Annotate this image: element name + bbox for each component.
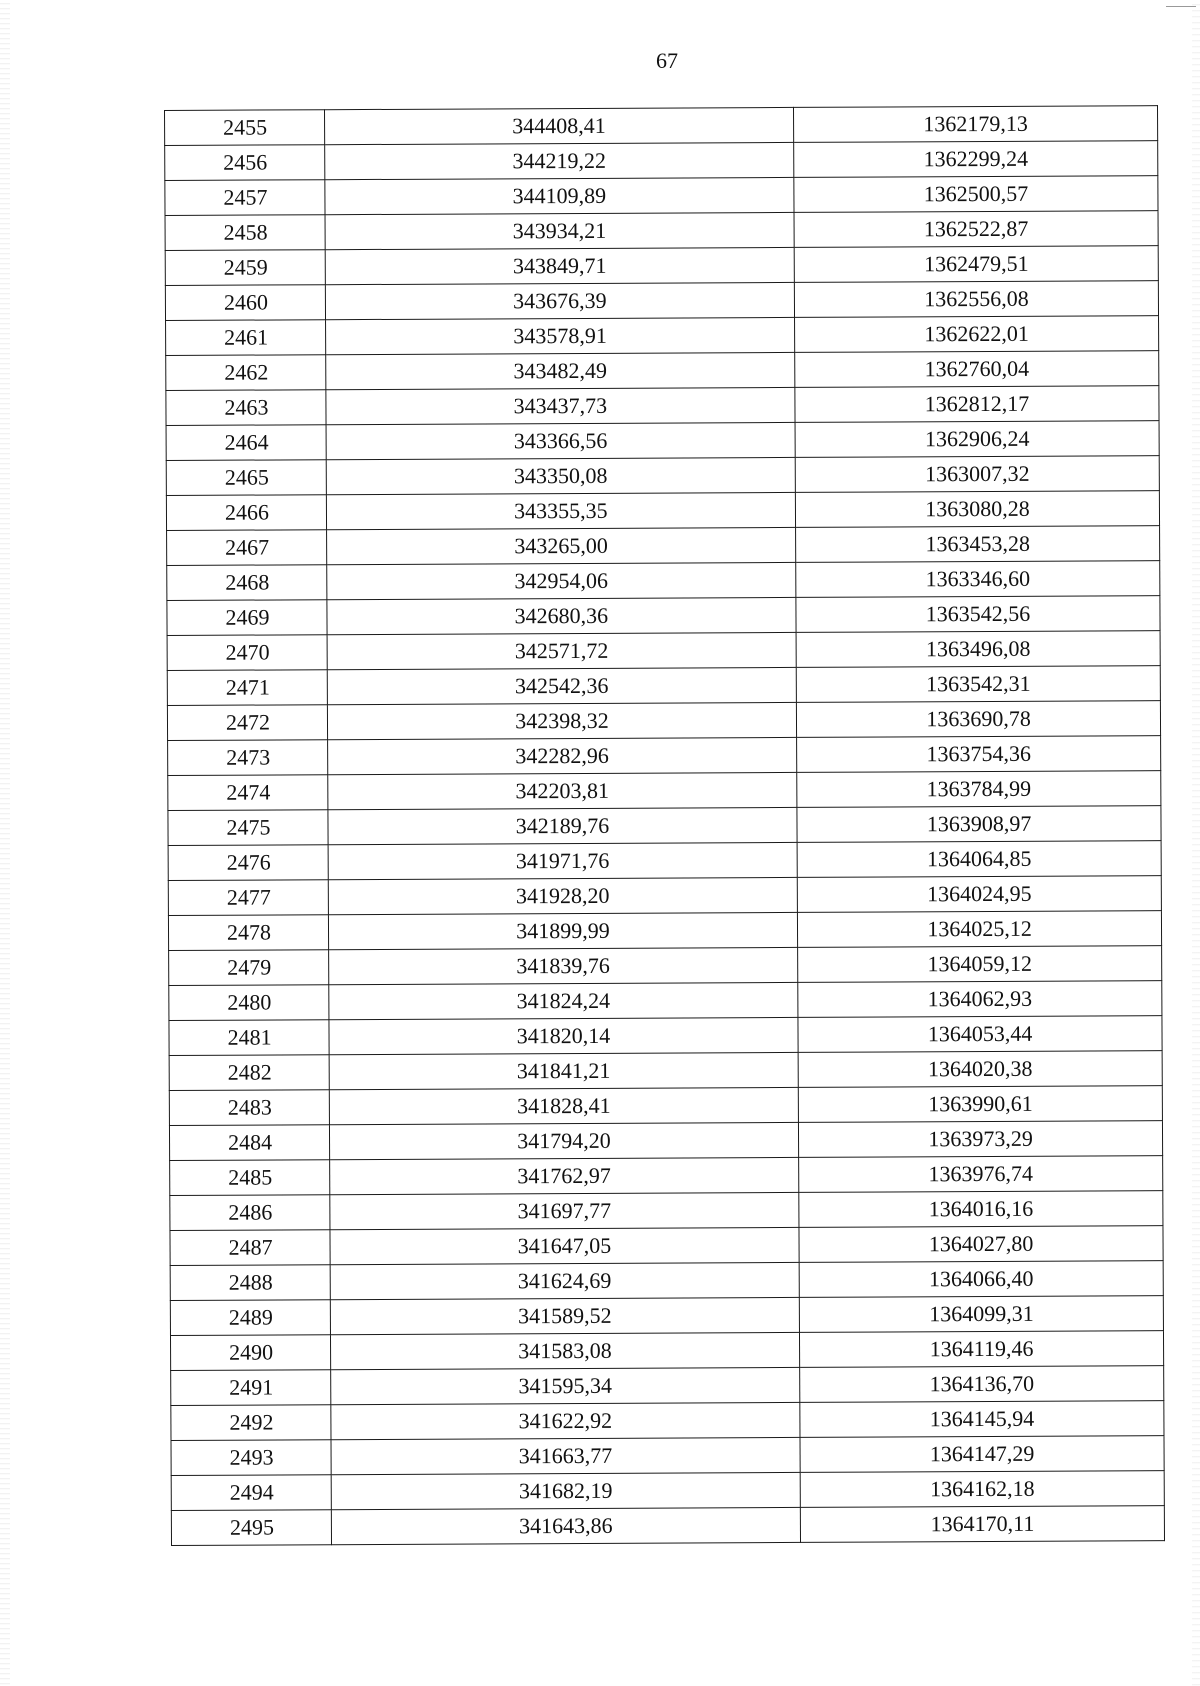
y-coordinate-cell: 1364119,46 xyxy=(800,1331,1164,1368)
y-coordinate-cell: 1364136,70 xyxy=(800,1366,1164,1403)
point-number-cell: 2489 xyxy=(170,1300,330,1336)
table-row xyxy=(170,1226,1163,1266)
table-row xyxy=(165,176,1158,216)
y-coordinate-cell: 1362179,13 xyxy=(794,106,1158,143)
table-row xyxy=(171,1366,1164,1406)
y-coordinate-cell: 1362522,87 xyxy=(794,211,1158,248)
table-row xyxy=(166,351,1159,391)
x-coordinate-cell: 343265,00 xyxy=(326,527,796,564)
x-coordinate-cell: 344109,89 xyxy=(325,177,795,214)
table-row xyxy=(168,771,1161,811)
coordinates-table xyxy=(164,105,1165,1546)
table-row xyxy=(169,981,1162,1021)
x-coordinate-cell: 341595,34 xyxy=(330,1367,800,1404)
y-coordinate-cell: 1363976,74 xyxy=(799,1156,1163,1193)
table-row xyxy=(165,211,1158,251)
point-number-cell: 2480 xyxy=(169,985,329,1021)
point-number-cell: 2467 xyxy=(167,530,327,566)
y-coordinate-cell: 1363754,36 xyxy=(797,736,1161,773)
y-coordinate-cell: 1364053,44 xyxy=(798,1016,1162,1053)
x-coordinate-cell: 341622,92 xyxy=(331,1402,801,1439)
table-row xyxy=(168,876,1161,916)
point-number-cell: 2487 xyxy=(170,1230,330,1266)
y-coordinate-cell: 1363908,97 xyxy=(797,806,1161,843)
x-coordinate-cell: 341682,19 xyxy=(331,1472,801,1509)
x-coordinate-cell: 341663,77 xyxy=(331,1437,801,1474)
table-row xyxy=(168,806,1161,846)
x-coordinate-cell: 341589,52 xyxy=(330,1297,800,1334)
table-row xyxy=(167,631,1160,671)
point-number-cell: 2485 xyxy=(170,1160,330,1196)
point-number-cell: 2470 xyxy=(167,635,327,671)
x-coordinate-cell: 341971,76 xyxy=(328,842,798,879)
point-number-cell: 2461 xyxy=(166,320,326,356)
table-row xyxy=(170,1331,1163,1371)
y-coordinate-cell: 1364016,16 xyxy=(799,1191,1163,1228)
point-number-cell: 2460 xyxy=(165,285,325,321)
y-coordinate-cell: 1364145,94 xyxy=(800,1401,1164,1438)
y-coordinate-cell: 1362556,08 xyxy=(794,281,1158,318)
table-row xyxy=(165,246,1158,286)
point-number-cell: 2468 xyxy=(167,565,327,601)
table-row xyxy=(168,911,1161,951)
point-number-cell: 2484 xyxy=(169,1125,329,1161)
table-row xyxy=(168,736,1161,776)
page-number: 67 xyxy=(656,48,678,73)
x-coordinate-cell: 341928,20 xyxy=(328,877,798,914)
table-row xyxy=(167,701,1160,741)
table-row xyxy=(167,596,1160,636)
x-coordinate-cell: 342680,36 xyxy=(327,597,797,634)
x-coordinate-cell: 341839,76 xyxy=(328,947,798,984)
y-coordinate-cell: 1363973,29 xyxy=(799,1121,1163,1158)
point-number-cell: 2481 xyxy=(169,1020,329,1056)
table-row xyxy=(170,1296,1163,1336)
x-coordinate-cell: 343350,08 xyxy=(326,457,796,494)
y-coordinate-cell: 1362299,24 xyxy=(794,141,1158,178)
point-number-cell: 2455 xyxy=(165,110,325,146)
table-row xyxy=(167,526,1160,566)
table-row xyxy=(165,106,1158,146)
x-coordinate-cell: 341794,20 xyxy=(329,1122,799,1159)
x-coordinate-cell: 343355,35 xyxy=(326,492,796,529)
table-row xyxy=(166,491,1159,531)
x-coordinate-cell: 343934,21 xyxy=(325,212,795,249)
table-row xyxy=(169,946,1162,986)
table-row xyxy=(165,281,1158,321)
point-number-cell: 2473 xyxy=(168,740,328,776)
table-row xyxy=(171,1471,1164,1511)
y-coordinate-cell: 1364025,12 xyxy=(798,911,1162,948)
table-row xyxy=(169,1016,1162,1056)
table-row xyxy=(166,421,1159,461)
y-coordinate-cell: 1362479,51 xyxy=(794,246,1158,283)
point-number-cell: 2474 xyxy=(168,775,328,811)
y-coordinate-cell: 1363542,56 xyxy=(796,596,1160,633)
y-coordinate-cell: 1363542,31 xyxy=(796,666,1160,703)
point-number-cell: 2465 xyxy=(166,460,326,496)
x-coordinate-cell: 341828,41 xyxy=(329,1087,799,1124)
point-number-cell: 2492 xyxy=(171,1405,331,1441)
x-coordinate-cell: 341647,05 xyxy=(330,1227,800,1264)
x-coordinate-cell: 341624,69 xyxy=(330,1262,800,1299)
table-row xyxy=(169,1086,1162,1126)
x-coordinate-cell: 341697,77 xyxy=(330,1192,800,1229)
table-row xyxy=(167,666,1160,706)
y-coordinate-cell: 1364064,85 xyxy=(797,841,1161,878)
point-number-cell: 2477 xyxy=(168,880,328,916)
table-row xyxy=(169,1051,1162,1091)
y-coordinate-cell: 1363453,28 xyxy=(796,526,1160,563)
table-row xyxy=(171,1401,1164,1441)
table-row xyxy=(171,1506,1164,1546)
x-coordinate-cell: 344219,22 xyxy=(324,142,794,179)
point-number-cell: 2459 xyxy=(165,250,325,286)
point-number-cell: 2463 xyxy=(166,390,326,426)
scan-edge-right xyxy=(1192,0,1200,1686)
x-coordinate-cell: 341841,21 xyxy=(329,1052,799,1089)
point-number-cell: 2493 xyxy=(171,1440,331,1476)
point-number-cell: 2483 xyxy=(169,1090,329,1126)
table-row xyxy=(166,316,1159,356)
y-coordinate-cell: 1364062,93 xyxy=(798,981,1162,1018)
x-coordinate-cell: 344408,41 xyxy=(324,107,794,144)
point-number-cell: 2488 xyxy=(170,1265,330,1301)
x-coordinate-cell: 342203,81 xyxy=(328,772,798,809)
point-number-cell: 2464 xyxy=(166,425,326,461)
y-coordinate-cell: 1363990,61 xyxy=(798,1086,1162,1123)
x-coordinate-cell: 343482,49 xyxy=(325,352,795,389)
x-coordinate-cell: 341643,86 xyxy=(331,1507,801,1544)
scan-edge-left xyxy=(0,0,10,1686)
table-row xyxy=(171,1436,1164,1476)
y-coordinate-cell: 1364024,95 xyxy=(797,876,1161,913)
x-coordinate-cell: 343578,91 xyxy=(325,317,795,354)
y-coordinate-cell: 1362622,01 xyxy=(795,316,1159,353)
y-coordinate-cell: 1363080,28 xyxy=(795,491,1159,528)
y-coordinate-cell: 1362500,57 xyxy=(794,176,1158,213)
y-coordinate-cell: 1364020,38 xyxy=(798,1051,1162,1088)
point-number-cell: 2457 xyxy=(165,180,325,216)
point-number-cell: 2476 xyxy=(168,845,328,881)
table-row xyxy=(170,1191,1163,1231)
x-coordinate-cell: 342189,76 xyxy=(328,807,798,844)
table-row xyxy=(166,456,1159,496)
point-number-cell: 2494 xyxy=(171,1475,331,1511)
table-row xyxy=(168,841,1161,881)
point-number-cell: 2472 xyxy=(167,705,327,741)
table-row xyxy=(170,1156,1163,1196)
point-number-cell: 2458 xyxy=(165,215,325,251)
point-number-cell: 2495 xyxy=(171,1510,331,1546)
x-coordinate-cell: 342954,06 xyxy=(326,562,796,599)
table-row xyxy=(169,1121,1162,1161)
point-number-cell: 2490 xyxy=(170,1335,330,1371)
point-number-cell: 2478 xyxy=(168,915,328,951)
y-coordinate-cell: 1364059,12 xyxy=(798,946,1162,983)
point-number-cell: 2466 xyxy=(166,495,326,531)
x-coordinate-cell: 342398,32 xyxy=(327,702,797,739)
table-row xyxy=(165,141,1158,181)
x-coordinate-cell: 341899,99 xyxy=(328,912,798,949)
point-number-cell: 2479 xyxy=(169,950,329,986)
y-coordinate-cell: 1364027,80 xyxy=(799,1226,1163,1263)
point-number-cell: 2475 xyxy=(168,810,328,846)
x-coordinate-cell: 342282,96 xyxy=(327,737,797,774)
y-coordinate-cell: 1364066,40 xyxy=(799,1261,1163,1298)
x-coordinate-cell: 341820,14 xyxy=(329,1017,799,1054)
y-coordinate-cell: 1364170,11 xyxy=(800,1506,1164,1543)
point-number-cell: 2491 xyxy=(171,1370,331,1406)
y-coordinate-cell: 1363007,32 xyxy=(795,456,1159,493)
point-number-cell: 2456 xyxy=(165,145,325,181)
y-coordinate-cell: 1363690,78 xyxy=(797,701,1161,738)
y-coordinate-cell: 1364162,18 xyxy=(800,1471,1164,1508)
x-coordinate-cell: 342571,72 xyxy=(327,632,797,669)
point-number-cell: 2482 xyxy=(169,1055,329,1091)
x-coordinate-cell: 341762,97 xyxy=(329,1157,799,1194)
x-coordinate-cell: 341583,08 xyxy=(330,1332,800,1369)
point-number-cell: 2486 xyxy=(170,1195,330,1231)
y-coordinate-cell: 1364099,31 xyxy=(799,1296,1163,1333)
x-coordinate-cell: 343849,71 xyxy=(325,247,795,284)
x-coordinate-cell: 343437,73 xyxy=(326,387,796,424)
y-coordinate-cell: 1364147,29 xyxy=(800,1436,1164,1473)
table-row xyxy=(167,561,1160,601)
y-coordinate-cell: 1363496,08 xyxy=(796,631,1160,668)
x-coordinate-cell: 343676,39 xyxy=(325,282,795,319)
x-coordinate-cell: 343366,56 xyxy=(326,422,796,459)
point-number-cell: 2462 xyxy=(166,355,326,391)
coordinates-table-body xyxy=(165,106,1165,1546)
table-row xyxy=(166,386,1159,426)
table-row xyxy=(170,1261,1163,1301)
y-coordinate-cell: 1362906,24 xyxy=(795,421,1159,458)
y-coordinate-cell: 1363784,99 xyxy=(797,771,1161,808)
x-coordinate-cell: 341824,24 xyxy=(329,982,799,1019)
y-coordinate-cell: 1363346,60 xyxy=(796,561,1160,598)
x-coordinate-cell: 342542,36 xyxy=(327,667,797,704)
scan-corner-mark xyxy=(1166,6,1196,7)
y-coordinate-cell: 1362812,17 xyxy=(795,386,1159,423)
y-coordinate-cell: 1362760,04 xyxy=(795,351,1159,388)
point-number-cell: 2469 xyxy=(167,600,327,636)
point-number-cell: 2471 xyxy=(167,670,327,706)
